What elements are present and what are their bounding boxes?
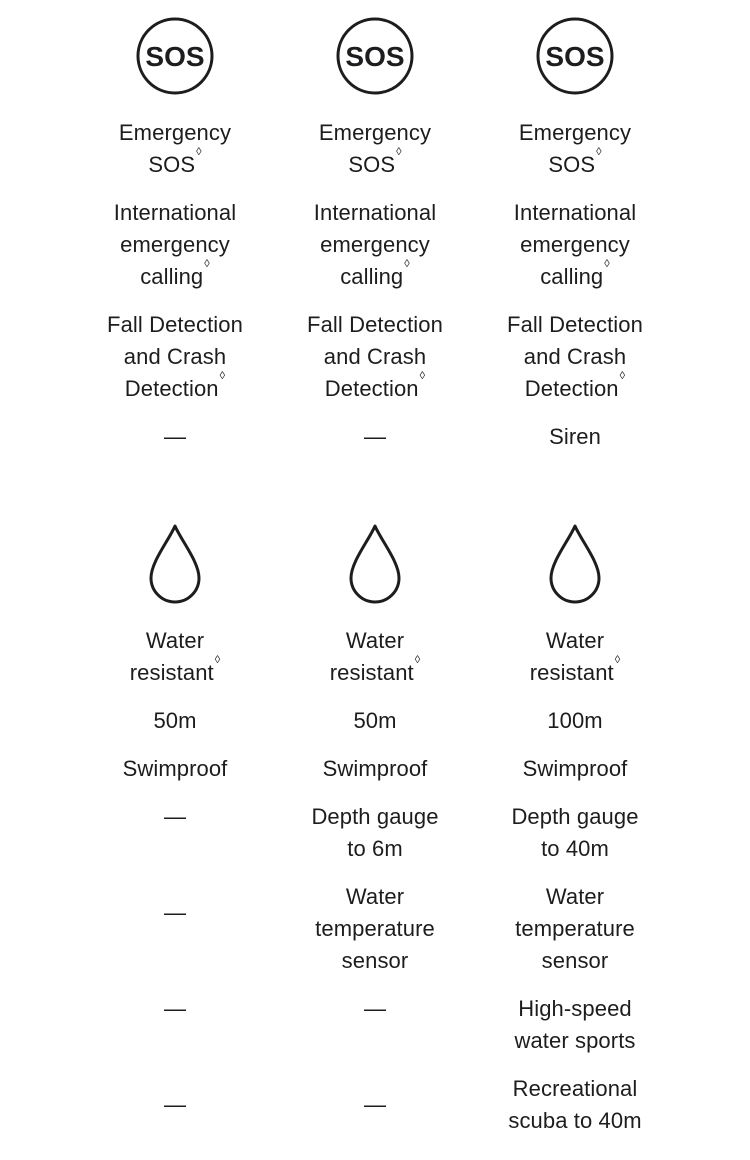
fall-detection-line-1: Fall Detection (507, 312, 643, 337)
depth-gauge-value (275, 801, 475, 865)
swimproof-value: Swimproof (122, 756, 228, 781)
emergency-sos-line-2: SOS (148, 152, 196, 177)
sos-icon-text: SOS (145, 41, 205, 72)
fall-detection-line-2: and Crash (523, 344, 627, 369)
footnote-marker: ◊ (214, 654, 221, 666)
depth-rating-value: 100m (547, 708, 603, 733)
water-resistant-label (475, 625, 675, 689)
water-drop-icon (475, 522, 675, 606)
international-line-1: International (113, 200, 237, 225)
siren-value: — (363, 424, 387, 449)
depth-gauge-value (475, 801, 675, 865)
high-speed-value: — (163, 996, 187, 1021)
sos-icon (75, 16, 275, 96)
sos-icon (275, 16, 475, 96)
international-line-2: emergency (120, 232, 230, 257)
international-calling-label (275, 197, 475, 293)
footnote-marker: ◊ (604, 258, 610, 270)
international-line-2: emergency (520, 232, 630, 257)
footnote-marker: ◊ (619, 370, 626, 382)
siren-value: Siren (549, 424, 601, 449)
international-line-3: calling (540, 264, 604, 289)
siren-value: — (163, 424, 187, 449)
high-speed-line-2: water sports (514, 1028, 636, 1053)
fall-detection-line-3: Detection (324, 376, 419, 401)
depth-gauge-line-1: Depth gauge (511, 804, 639, 829)
fall-detection-line-1: Fall Detection (107, 312, 243, 337)
scuba-value: — (163, 1092, 187, 1117)
fall-detection-label (275, 309, 475, 405)
water-drop-icon (75, 522, 275, 606)
water-temp-value: — (163, 900, 187, 925)
fall-detection-label (75, 309, 275, 405)
water-temp-line-2: temperature (515, 916, 635, 941)
depth-rating-value: 50m (153, 708, 197, 733)
water-resistant-line-2: resistant (329, 660, 414, 685)
depth-gauge-line-2: to 6m (347, 836, 403, 861)
emergency-sos-line-1: Emergency (318, 120, 432, 145)
depth-gauge-line-2: to 40m (541, 836, 609, 861)
footnote-marker: ◊ (404, 258, 410, 270)
fall-detection-label (475, 309, 675, 405)
emergency-sos-label (75, 117, 275, 181)
depth-gauge-value: — (163, 804, 187, 829)
emergency-sos-line-1: Emergency (518, 120, 632, 145)
water-resistant-line-1: Water (545, 628, 605, 653)
footnote-marker: ◊ (204, 258, 210, 270)
international-line-1: International (313, 200, 437, 225)
swimproof-value: Swimproof (322, 756, 428, 781)
scuba-value: — (363, 1092, 387, 1117)
water-temp-line-3: sensor (341, 948, 409, 973)
footnote-marker: ◊ (614, 654, 621, 666)
international-line-3: calling (140, 264, 204, 289)
fall-detection-line-2: and Crash (323, 344, 427, 369)
water-temp-value (275, 881, 475, 977)
water-resistant-label (75, 625, 275, 689)
water-resistant-label (275, 625, 475, 689)
international-line-3: calling (340, 264, 404, 289)
sos-icon (475, 16, 675, 96)
scuba-line-1: Recreational (512, 1076, 638, 1101)
high-speed-line-1: High-speed (518, 996, 632, 1021)
swimproof-value: Swimproof (522, 756, 628, 781)
sos-icon-text: SOS (545, 41, 605, 72)
fall-detection-line-3: Detection (124, 376, 219, 401)
emergency-sos-line-1: Emergency (118, 120, 232, 145)
footnote-marker: ◊ (419, 370, 426, 382)
water-temp-line-2: temperature (315, 916, 435, 941)
footnote-marker: ◊ (596, 146, 602, 158)
water-drop-icon (275, 522, 475, 606)
footnote-marker: ◊ (396, 146, 402, 158)
emergency-sos-line-2: SOS (348, 152, 396, 177)
depth-rating-value: 50m (353, 708, 397, 733)
sos-icon-text: SOS (345, 41, 405, 72)
water-resistant-line-1: Water (345, 628, 405, 653)
footnote-marker: ◊ (196, 146, 202, 158)
fall-detection-line-1: Fall Detection (307, 312, 443, 337)
water-resistant-line-1: Water (145, 628, 205, 653)
emergency-sos-line-2: SOS (548, 152, 596, 177)
depth-gauge-line-1: Depth gauge (311, 804, 439, 829)
scuba-line-2: scuba to 40m (508, 1108, 642, 1133)
international-line-2: emergency (320, 232, 430, 257)
high-speed-value: — (363, 996, 387, 1021)
emergency-sos-label (475, 117, 675, 181)
scuba-value (475, 1073, 675, 1137)
international-line-1: International (513, 200, 637, 225)
international-calling-label (475, 197, 675, 293)
water-temp-line-1: Water (545, 884, 605, 909)
water-resistant-line-2: resistant (529, 660, 614, 685)
water-resistant-line-2: resistant (129, 660, 214, 685)
water-temp-value (475, 881, 675, 977)
emergency-sos-label (275, 117, 475, 181)
water-temp-line-3: sensor (541, 948, 609, 973)
high-speed-value (475, 993, 675, 1057)
footnote-marker: ◊ (414, 654, 421, 666)
fall-detection-line-3: Detection (524, 376, 619, 401)
footnote-marker: ◊ (219, 370, 226, 382)
water-temp-line-1: Water (345, 884, 405, 909)
international-calling-label (75, 197, 275, 293)
fall-detection-line-2: and Crash (123, 344, 227, 369)
